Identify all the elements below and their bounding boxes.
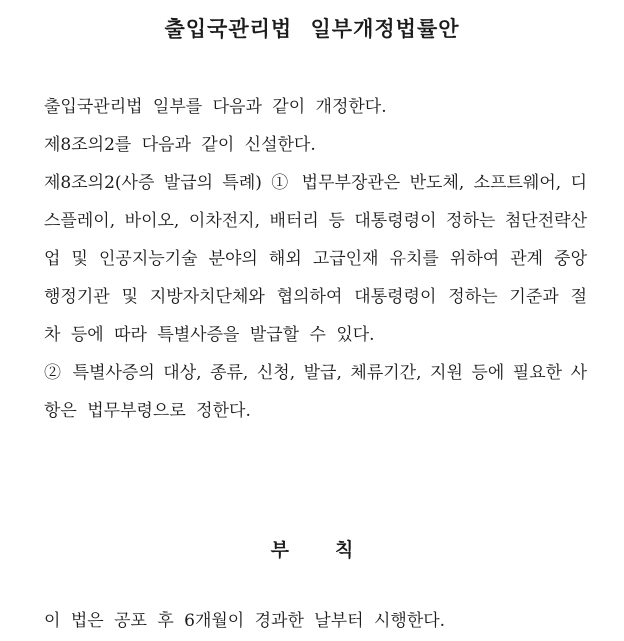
addendum-heading: [0, 531, 624, 569]
body-line: 제8조의2(사증 발급의 특례) ① 법무부장관은 반도체, 소프트웨어, 디: [44, 173, 587, 193]
addendum-heading-char-first: 부: [270, 539, 289, 561]
document-title: 출입국관리법 일부개정법률안: [164, 16, 460, 41]
body-line: 행정기관 및 지방자치단체와 협의하여 대통령령이 정하는 기준과 절: [44, 287, 587, 307]
body-line: 업 및 인공지능기술 분야의 해외 고급인재 유치를 위하여 관계 중앙: [44, 249, 587, 269]
document-body: [44, 88, 587, 430]
body-line: ② 특별사증의 대상, 종류, 신청, 발급, 체류기간, 지원 등에 필요한 사: [44, 363, 587, 383]
body-line: 항은 법무부령으로 정한다.: [44, 401, 251, 421]
body-line: 스플레이, 바이오, 이차전지, 배터리 등 대통령령이 정하는 첨단전략산: [44, 211, 587, 231]
body-line: 차 등에 따라 특별사증을 발급할 수 있다.: [44, 325, 375, 345]
body-line: 출입국관리법 일부를 다음과 같이 개정한다.: [44, 97, 387, 117]
addendum-heading-char-second: 칙: [335, 539, 354, 561]
effective-date-line: 이 법은 공포 후 6개월이 경과한 날부터 시행한다.: [44, 611, 446, 631]
body-line: 제8조의2를 다음과 같이 신설한다.: [44, 135, 316, 155]
